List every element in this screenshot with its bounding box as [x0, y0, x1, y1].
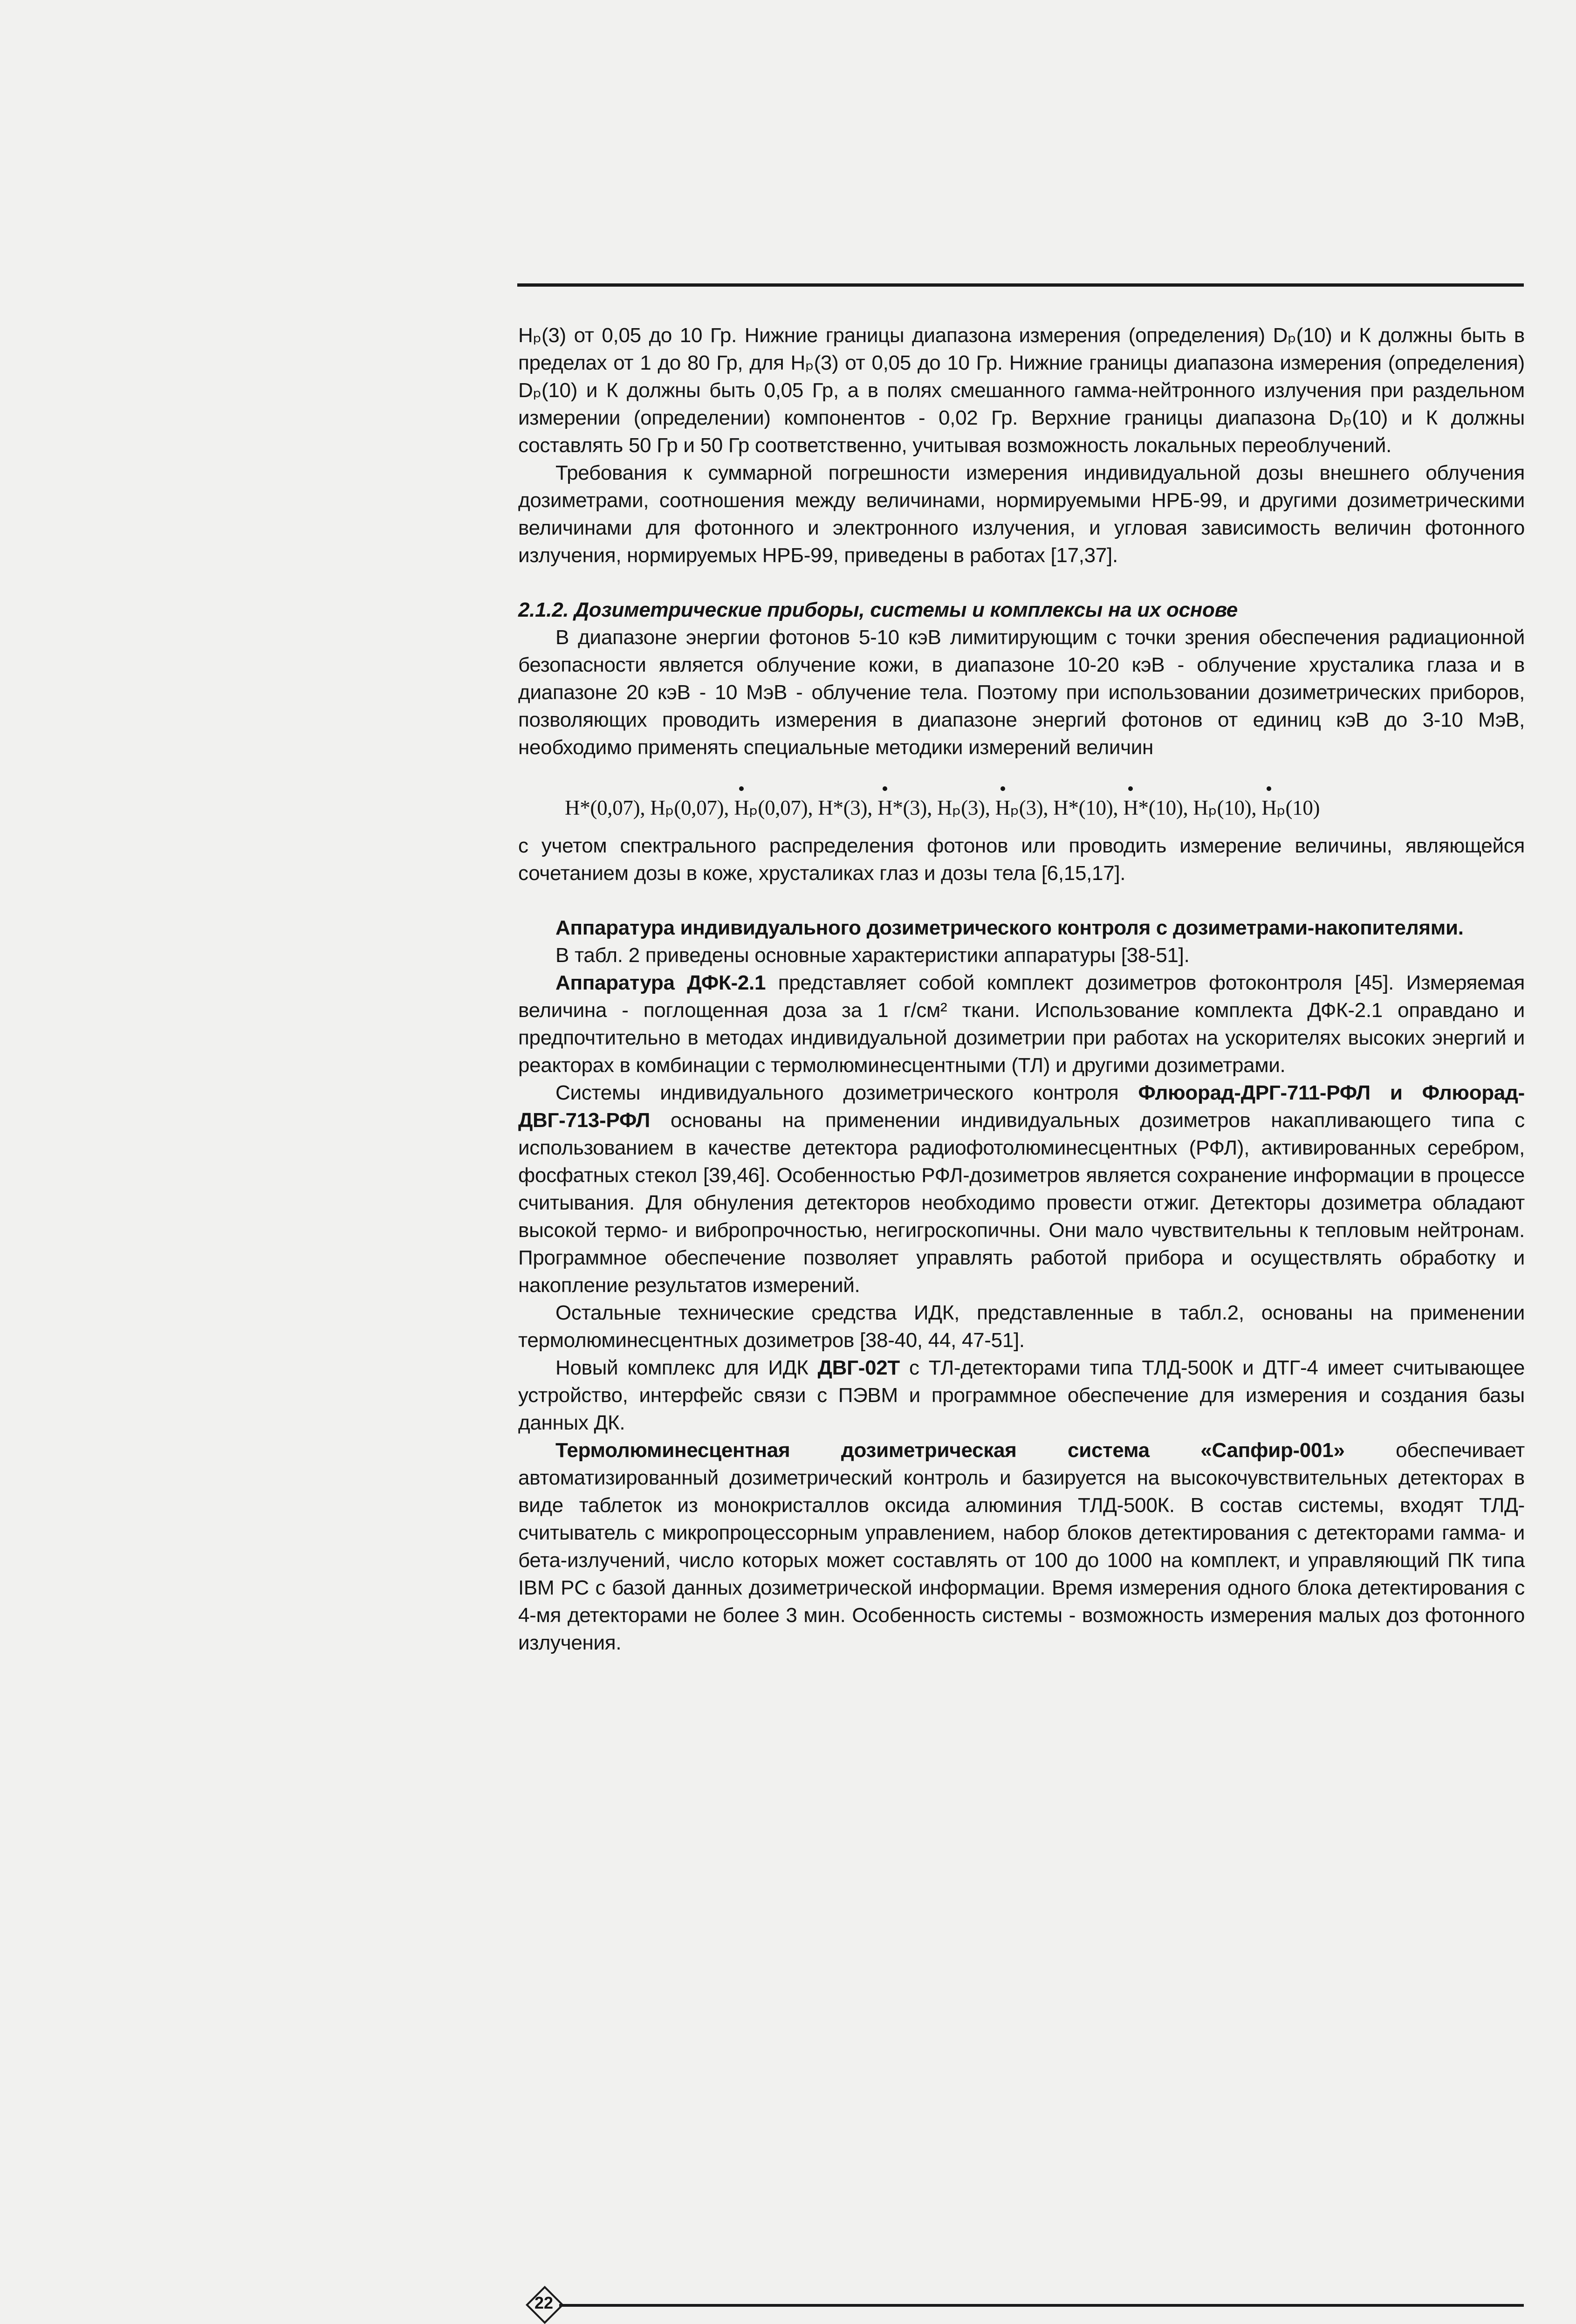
page-number-badge [528, 2288, 560, 2320]
page-number: 22 [534, 2293, 554, 2312]
paragraph-continuation: Hₚ(3) от 0,05 до 10 Гр. Нижние границы диапазона измерения (определения) Dₚ(10) и К должны быть в пределах от 1 до 80 Гр, для Hₚ(3) от 0,05 до 10 Гр. Нижние границы диапазона измерения (определения) Dₚ(10) и К должны быть 0,05 Гр, а в полях смешанного гамма-нейтронного излучения при раздельном измерении (определении) компонентов - 0,02 Гр. Верхние границы диапазона Dₚ(10) и К должны составлять 50 Гр и 50 Гр соответственно, учитывая возможность локальных переоблучений. [518, 324, 1525, 457]
top-rule [517, 283, 1524, 287]
paragraph-dvg: Новый комплекс для ИДК ДВГ-02Т с ТЛ-детекторами типа ТЛД-500К и ДТГ-4 имеет считывающее устройство, интерфейс связи с ПЭВМ и программное обеспечение для измерения и создания базы данных ДК. [518, 1356, 1525, 1434]
page-body [518, 322, 1525, 1657]
bottom-rule [559, 2304, 1524, 2307]
equipment-heading: Аппаратура индивидуального дозиметрического контроля с дозиметрами-накопителями. [555, 916, 1464, 939]
paragraph-energy-range: В диапазоне энергии фотонов 5-10 кэВ лимитирующим с точки зрения обеспечения радиационной безопасности является облучение кожи, в диапазоне 10-20 кэВ - облучение хрусталика глаза и в диапазоне 20 кэВ - 10 МэВ - облучение тела. Поэтому при использовании дозиметрических приборов, позволяющих проводить измерения в диапазоне энергий фотонов от единиц кэВ до 3-10 МэВ, необходимо применять специальные методики измерений величин [518, 626, 1525, 759]
paragraph-sapfir: Термолюминесцентная дозиметрическая система «Сапфир-001» обеспечивает автоматизированный дозиметрический контроль и базируется на высокочувствительных детекторах в виде таблеток из монокристаллов оксида алюминия ТЛД-500К. В состав системы, входят ТЛД-считыватель с микропроцессорным управлением, набор блоков детектирования с детекторами гамма- и бета-излучений, число которых может составлять от 100 до 1000 на комплект, и управляющий ПК типа IBM PC с базой данных дозиметрической информации. Время измерения одного блока детектирования с 4-мя детекторами не более 3 мин. Особенность системы - возможность измерения малых доз фотонного излучения. [518, 1439, 1525, 1654]
section-heading: 2.1.2. Дозиметрические приборы, системы и комплексы на их основе [518, 598, 1238, 621]
paragraph-requirements: Требования к суммарной погрешности измерения индивидуальной дозы внешнего облучения дозиметрами, соотношения между величинами, нормируемыми НРБ-99, и другими дозиметрическими величинами для фотонного и электронного излучения, и угловая зависимость величин фотонного излучения, нормируемых НРБ-99, приведены в работах [17,37]. [518, 461, 1525, 567]
paragraph-other-means: Остальные технические средства ИДК, представленные в табл.2, основаны на применении термолюминесцентных дозиметров [38-40, 44, 47-51]. [518, 1301, 1525, 1352]
paragraph-dfk: Аппаратура ДФК-2.1 представляет собой комплект дозиметров фотоконтроля [45]. Измеряемая величина - поглощенная доза за 1 г/см² ткани. Использование комплекта ДФК-2.1 оправдано и предпочтительно в методах индивидуальной дозиметрии при работах на ускорителях высоких энергий и реакторах в комбинации с термолюминесцентными (ТЛ) и другими дозиметрами. [518, 971, 1525, 1077]
dose-quantities-formula: H*(0,07), Hₚ(0,07), Hₚ(0,07), H*(3), H*(3), Hₚ(3), Hₚ(3), H*(10), H*(10), Hₚ(10), Hₚ(10) [518, 794, 1525, 822]
paragraph-fluorad: Системы индивидуального дозиметрического контроля Флюорад-ДРГ-711-РФЛ и Флюорад-ДВГ-713-РФЛ основаны на применении индивидуальных дозиметров накапливающего типа с использованием в качестве детектора радиофотолюминесцентных (РФЛ), активированных серебром, фосфатных стекол [39,46]. Особенностью РФЛ-дозиметров является сохранение информации в процессе считывания. Для обнуления детекторов необходимо провести отжиг. Детекторы дозиметра обладают высокой термо- и вибропрочностью, негигроскопичны. Они мало чувствительны к тепловым нейтронам. Программное обеспечение позволяет управлять работой прибора и осуществлять обработку и накопление результатов измерений. [518, 1081, 1525, 1297]
paragraph-table-ref: В табл. 2 приведены основные характеристики аппаратуры [38-51]. [555, 944, 1190, 967]
paragraph-spectral: с учетом спектрального распределения фотонов или проводить измерение величины, являющейся сочетанием дозы в коже, хрусталиках глаз и дозы тела [6,15,17]. [518, 834, 1525, 885]
